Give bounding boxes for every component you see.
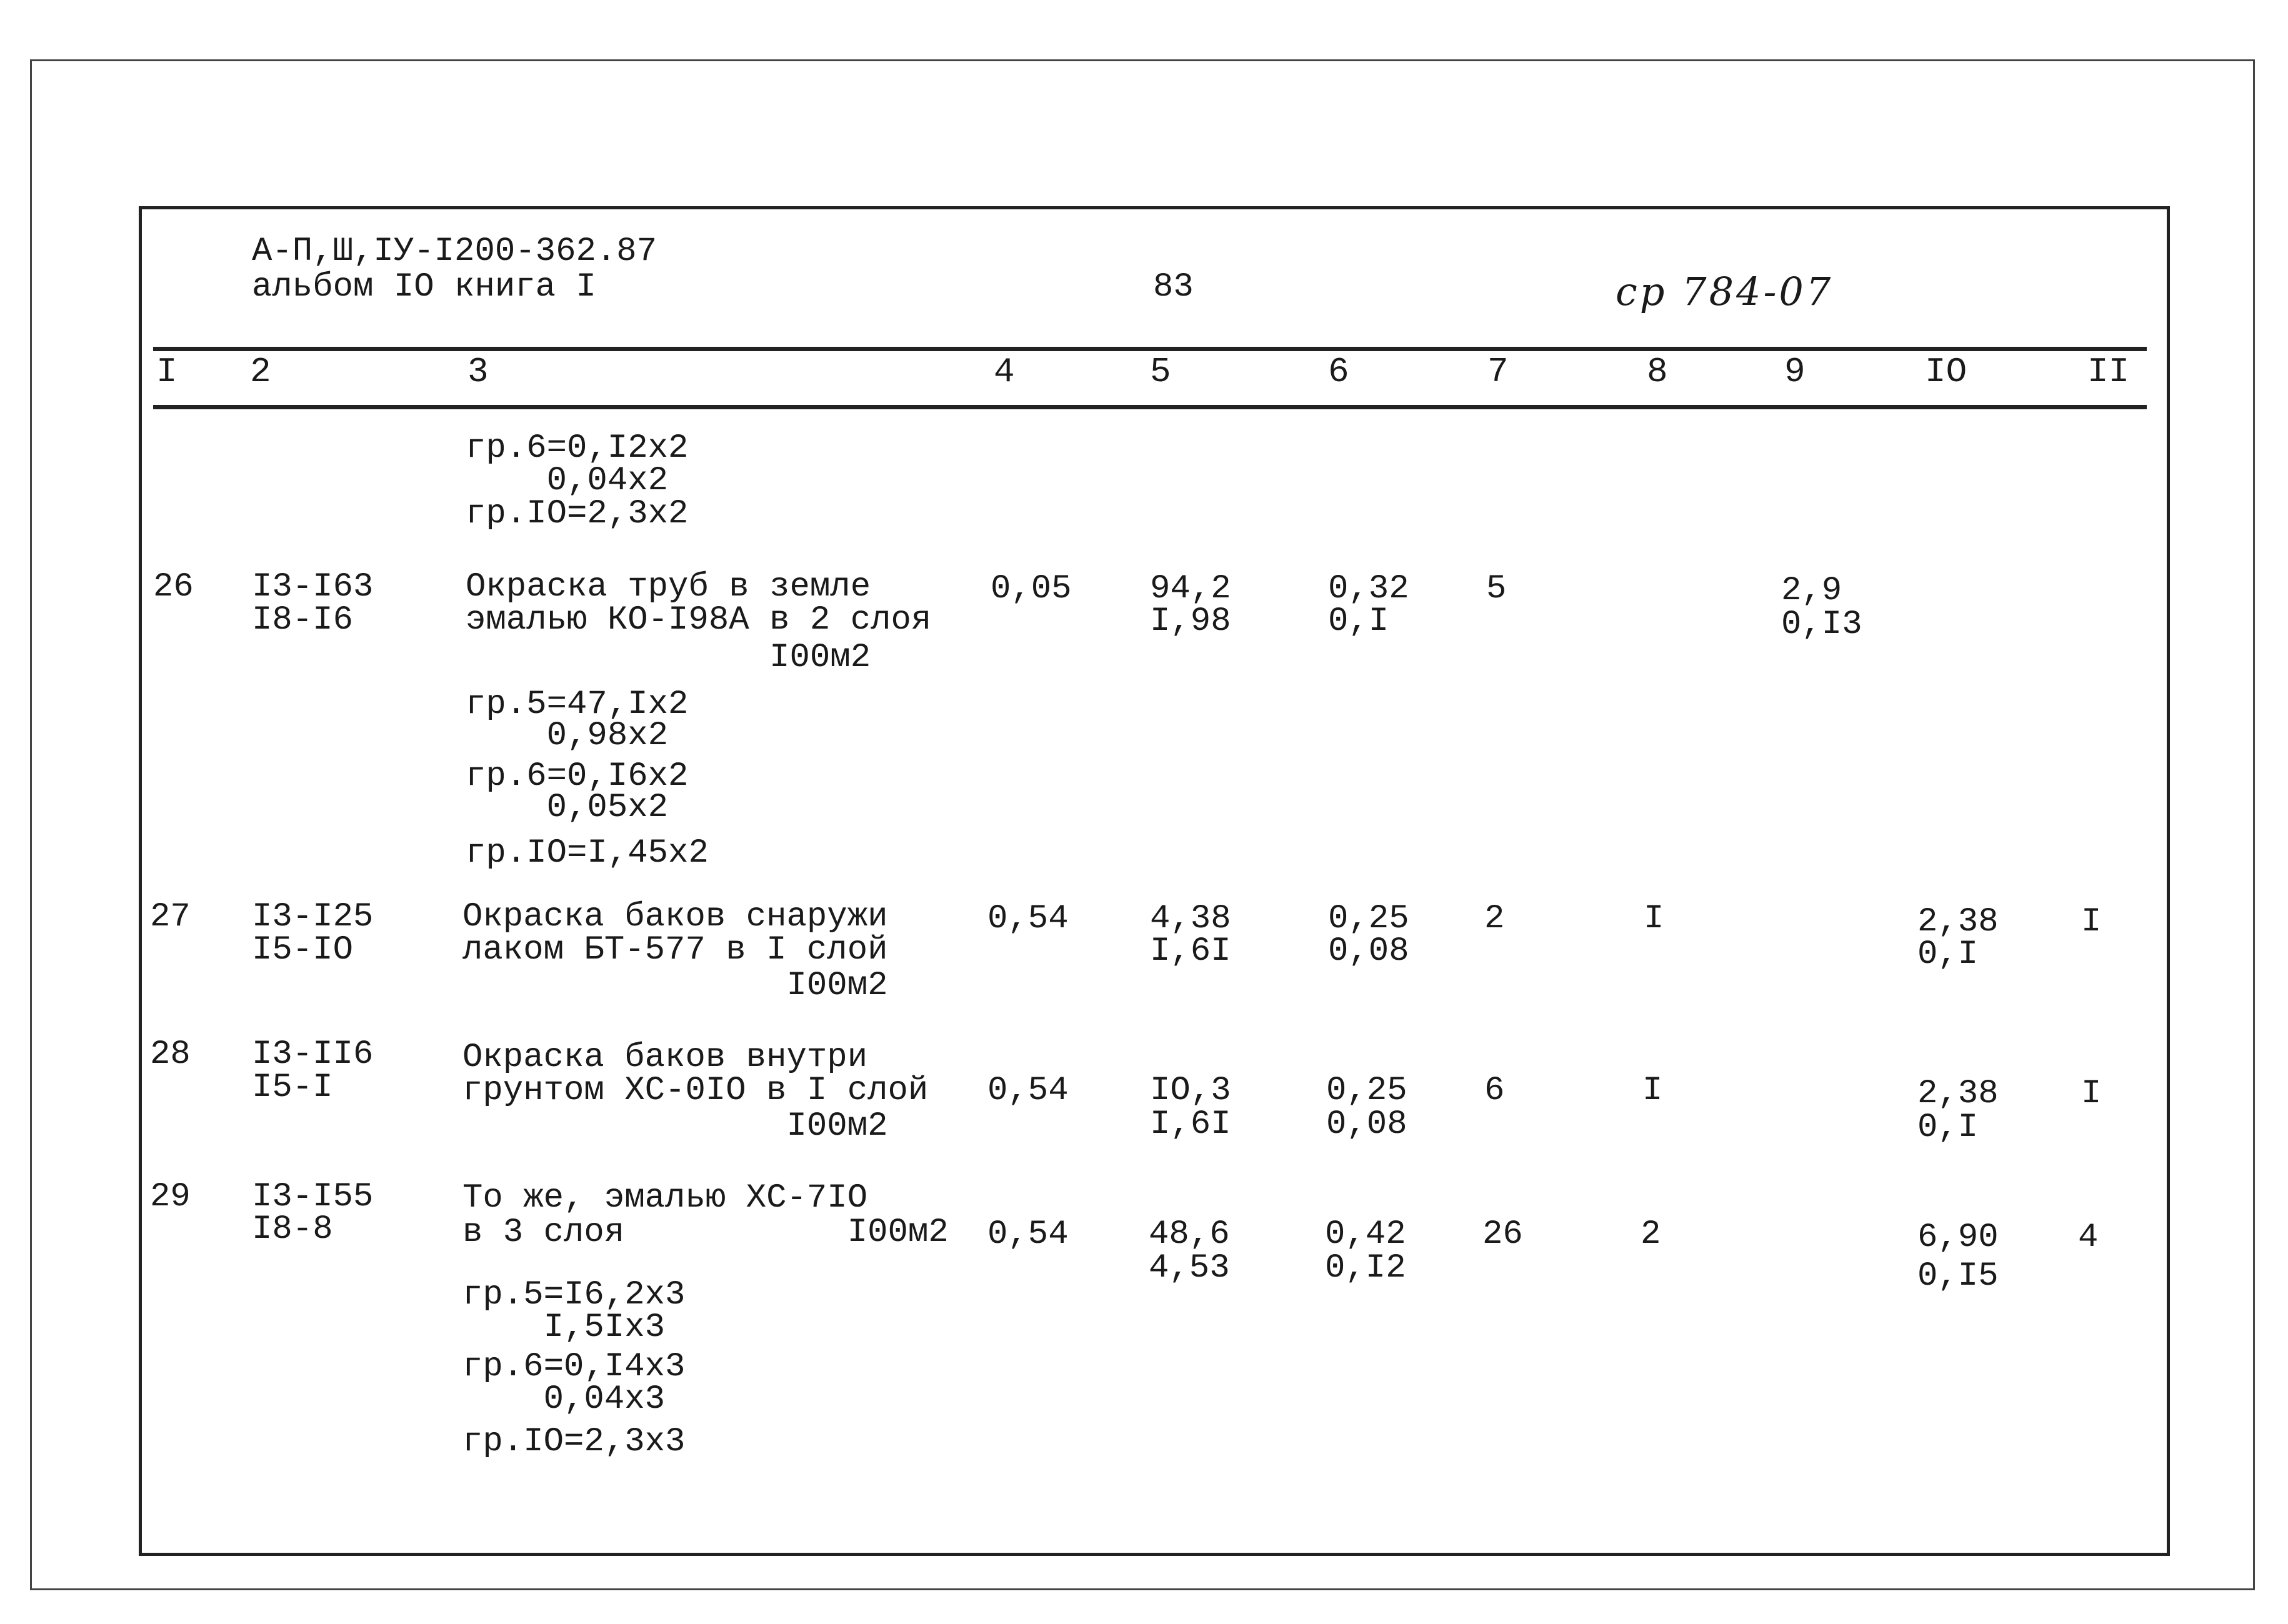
- cell-col5: I,98: [1150, 602, 1231, 640]
- row-number: 28: [150, 1035, 191, 1074]
- cell-col6: 0,I2: [1325, 1249, 1406, 1287]
- row-note: гр.IO=I,45x2: [466, 834, 709, 872]
- cell-col10: 2,38: [1917, 1075, 1999, 1113]
- col-header-6: 6: [1328, 352, 1349, 392]
- col-header-10: IO: [1925, 352, 1967, 392]
- row-note: гр.IO=2,3x3: [462, 1423, 686, 1461]
- cell-col10: 0,I: [1917, 935, 1979, 974]
- cell-col9: 2,9: [1781, 572, 1842, 610]
- col-header-7: 7: [1487, 352, 1509, 392]
- doc-code: А-П,Ш,IУ-I200-362.87: [252, 232, 657, 271]
- col-header-11: II: [2087, 352, 2130, 392]
- carry-note: гр.6=0,I2x2: [466, 429, 689, 467]
- cell-col7: 5: [1486, 570, 1507, 608]
- row-note: гр.6=0,I6x2: [466, 757, 689, 795]
- header-rule-top: [153, 347, 2147, 351]
- handwritten-reference: ср 784-07: [1616, 269, 1834, 314]
- cell-col4: 0,54: [987, 900, 1069, 938]
- col-header-3: 3: [467, 352, 489, 392]
- cell-col11: I: [2081, 1075, 2102, 1113]
- album-info: альбом IO книга I: [252, 268, 596, 306]
- cell-col10: 2,38: [1917, 903, 1999, 941]
- cell-col5: I,6I: [1150, 932, 1231, 970]
- row-code: I3-I63: [252, 568, 374, 606]
- cell-col6: 0,42: [1325, 1215, 1406, 1253]
- cell-col6: 0,08: [1326, 1105, 1407, 1143]
- row-note: 0,98x2: [466, 717, 669, 755]
- col-header-4: 4: [994, 352, 1015, 392]
- cell-col7: 6: [1484, 1072, 1505, 1110]
- cell-col4: 0,54: [987, 1215, 1069, 1253]
- cell-col6: 0,I: [1328, 602, 1389, 640]
- cell-col4: 0,05: [991, 570, 1072, 608]
- row-note: 0,04x3: [462, 1380, 666, 1418]
- page-number: 83: [1153, 268, 1194, 306]
- col-header-2: 2: [250, 352, 271, 392]
- row-note: гр.6=0,I4x3: [462, 1348, 686, 1386]
- row-description: Окраска баков снаружи: [462, 898, 888, 936]
- row-unit: I00м2: [462, 967, 888, 1005]
- cell-col5: IO,3: [1150, 1072, 1231, 1110]
- cell-col8: I: [1644, 900, 1664, 938]
- cell-col8: 2: [1641, 1215, 1661, 1253]
- row-note: гр.5=I6,2x3: [462, 1276, 686, 1314]
- col-header-9: 9: [1784, 352, 1806, 392]
- cell-col7: 2: [1484, 900, 1505, 938]
- row-code: I5-I: [252, 1069, 333, 1107]
- cell-col5: 4,53: [1149, 1249, 1230, 1287]
- cell-col5: 48,6: [1149, 1215, 1230, 1253]
- cell-col11: I: [2081, 903, 2102, 941]
- row-description: То же, эмалью ХС-7IO: [462, 1179, 868, 1217]
- row-description: в 3 слоя I00м2: [462, 1213, 949, 1252]
- row-code: I3-I25: [252, 898, 374, 936]
- row-number: 29: [150, 1178, 191, 1216]
- carry-note: 0,04x2: [466, 462, 669, 500]
- cell-col5: 4,38: [1150, 900, 1231, 938]
- cell-col11: 4: [2078, 1218, 2099, 1257]
- cell-col9: 0,I3: [1781, 605, 1862, 644]
- row-code: I5-IO: [252, 931, 354, 969]
- row-code: I3-I55: [252, 1178, 374, 1216]
- cell-col7: 26: [1482, 1215, 1523, 1253]
- row-number: 26: [153, 568, 194, 606]
- col-header-8: 8: [1647, 352, 1668, 392]
- row-description: лаком БТ-577 в I слой: [462, 931, 888, 969]
- row-note: гр.5=47,Ix2: [466, 685, 689, 724]
- cell-col8: I: [1642, 1072, 1663, 1110]
- row-code: I3-II6: [252, 1035, 374, 1074]
- row-description: Окраска баков внутри: [462, 1039, 868, 1077]
- cell-col6: 0,08: [1328, 932, 1409, 970]
- row-description: грунтом ХС-0IO в I слой: [462, 1072, 929, 1110]
- cell-col10: 0,I5: [1917, 1257, 1999, 1295]
- row-code: I8-8: [252, 1210, 333, 1248]
- header-rule-bottom: [153, 405, 2147, 409]
- cell-col10: 6,90: [1917, 1218, 1999, 1257]
- cell-col5: I,6I: [1150, 1105, 1231, 1143]
- row-description: эмалью КО-I98А в 2 слоя: [466, 601, 932, 639]
- carry-note: гр.IO=2,3x2: [466, 495, 689, 533]
- row-unit: I00м2: [466, 639, 871, 677]
- row-note: 0,05x2: [466, 789, 669, 827]
- cell-col6: 0,32: [1328, 570, 1409, 608]
- cell-col5: 94,2: [1150, 570, 1231, 608]
- row-description: Окраска труб в земле: [466, 568, 871, 606]
- row-unit: I00м2: [462, 1107, 888, 1145]
- cell-col10: 0,I: [1917, 1108, 1979, 1147]
- row-number: 27: [150, 898, 191, 936]
- cell-col6: 0,25: [1326, 1072, 1407, 1110]
- cell-col4: 0,54: [987, 1072, 1069, 1110]
- col-header-1: I: [156, 352, 177, 392]
- row-note: I,5Ix3: [462, 1308, 666, 1347]
- row-code: I8-I6: [252, 601, 354, 639]
- cell-col6: 0,25: [1328, 900, 1409, 938]
- col-header-5: 5: [1150, 352, 1171, 392]
